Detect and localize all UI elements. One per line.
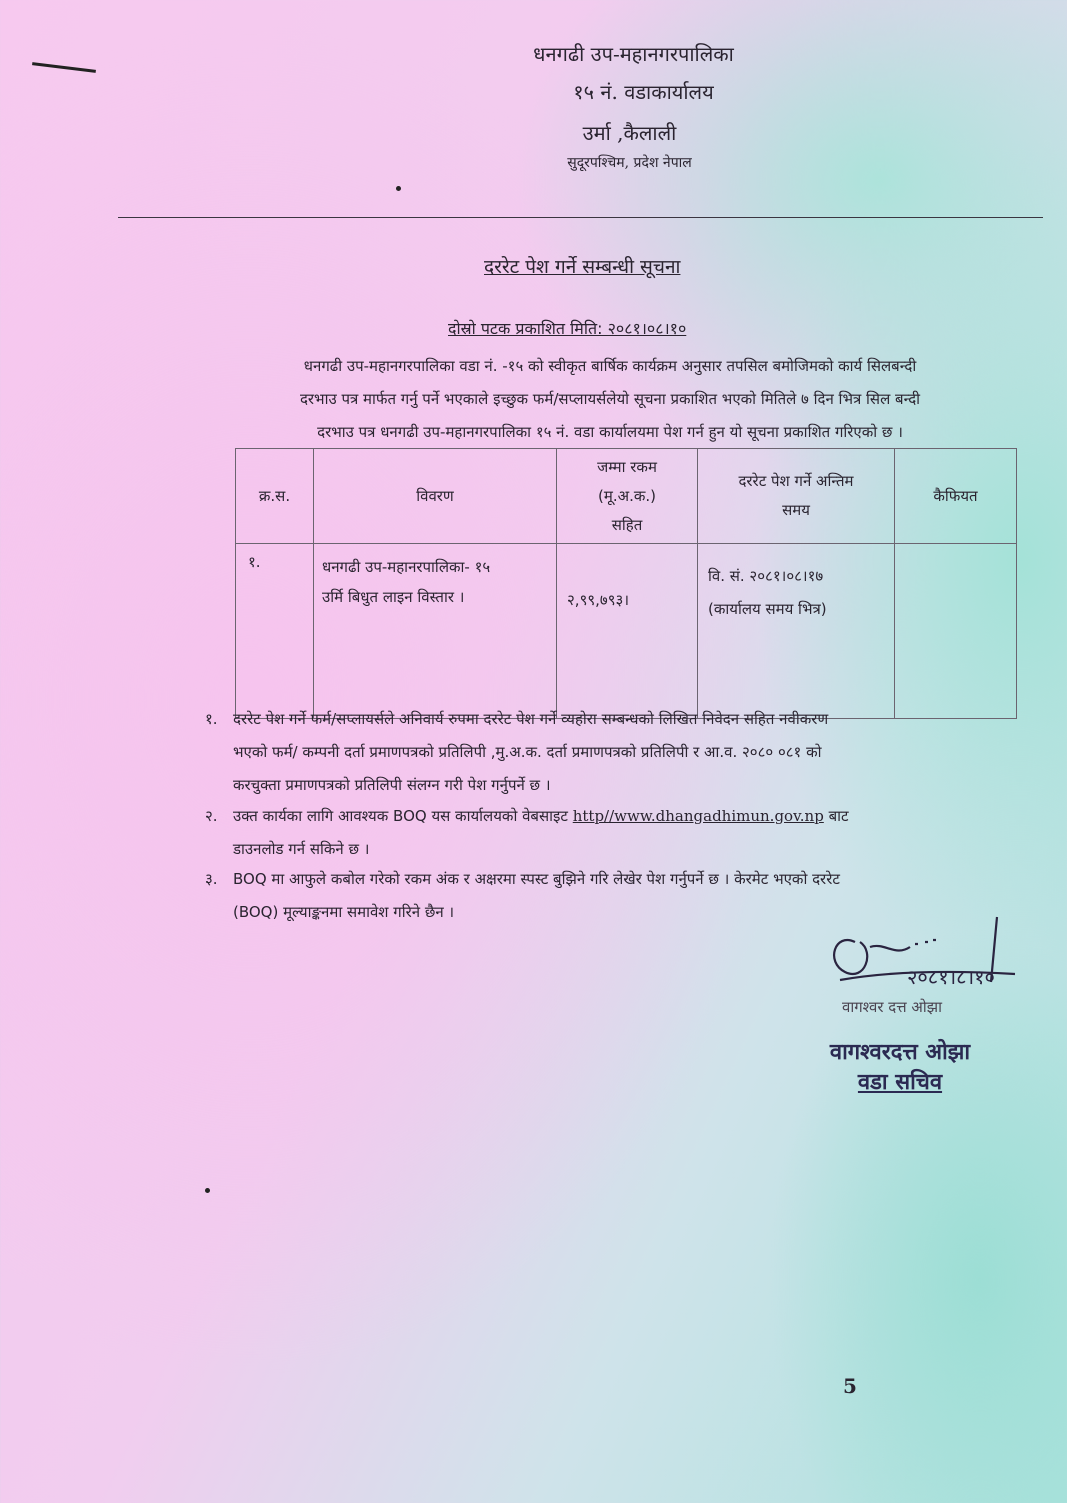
notice-body-line: धनगढी उप-महानगरपालिका वडा नं. -१५ को स्वीकृत बार्षिक कार्यक्रम अनुसार तपसिल बमोजिमको कार्य सिलबन्दी <box>303 357 917 375</box>
notice-body <box>205 350 1015 449</box>
cell-sn: १. <box>236 544 314 719</box>
condition-item <box>205 800 1035 866</box>
signatory-name: वागश्वर दत्त ओझा <box>842 998 942 1016</box>
address: उर्मा ,कैलाली <box>582 121 677 145</box>
cell-remarks <box>895 544 1017 719</box>
condition-text: BOQ मा आफुले कबोल गरेको रकम अंक र अक्षरमा स्पस्ट बुझिने गरि लेखेर पेश गर्नुपर्ने छ । केरमेट भएको दररेट <box>233 870 840 888</box>
condition-text: करचुक्ता प्रमाणपत्रको प्रतिलिपी संलग्न गरी पेश गर्नुपर्ने छ । <box>233 776 551 794</box>
table-row <box>236 544 1017 719</box>
notice-body-line: दरभाउ पत्र मार्फत गर्नु पर्ने भएकाले इच्छुक फर्म/सप्लायर्सलेयो सूचना प्रकाशित भएको मितिले ७ दिन भित्र सिल बन्दी <box>299 390 921 408</box>
ink-dot <box>205 1188 210 1193</box>
condition-number: २. <box>205 807 218 825</box>
condition-item <box>205 703 1035 802</box>
boq-website-link[interactable]: http//www.dhangadhimun.gov.np <box>572 807 824 825</box>
col-deadline-line: दररेट पेश गर्ने अन्तिम <box>738 472 854 490</box>
col-deadline-line: समय <box>782 501 810 519</box>
page-number: 5 <box>843 1374 857 1398</box>
stamp-name: वागश्वरदत्त ओझा <box>829 1039 971 1065</box>
table-header-row <box>236 449 1017 544</box>
ink-dot <box>396 186 401 191</box>
notice-title: दररेट पेश गर्ने सम्बन्धी सूचना <box>484 256 681 278</box>
col-deadline <box>698 449 895 544</box>
col-remarks: कैफियत <box>895 449 1017 544</box>
cell-deadline <box>698 544 895 719</box>
cell-deadline-line: (कार्यालय समय भित्र) <box>708 600 827 618</box>
col-amount-line: सहित <box>611 515 643 534</box>
ward-office: १५ नं. वडाकार्यालय <box>573 80 714 104</box>
publication-date: दोस्रो पटक प्रकाशित मिति: २०८१।०८।१० <box>448 319 687 338</box>
tender-table <box>235 448 1017 719</box>
condition-number: ३. <box>205 870 218 888</box>
notice-body-line: दरभाउ पत्र धनगढी उप-महानगरपालिका १५ नं. वडा कार्यालयमा पेश गर्न हुन यो सूचना प्रकाशित गरिएको छ । <box>317 423 903 441</box>
condition-text: भएको फर्म/ कम्पनी दर्ता प्रमाणपत्रको प्रतिलिपी ,मु.अ.क. दर्ता प्रमाणपत्रको प्रतिलिपी र आ.व. २०८० ०८१ को <box>233 743 822 761</box>
condition-number: १. <box>205 710 218 728</box>
col-sn: क्र.स. <box>236 449 314 544</box>
col-amount-line: जम्मा रकम <box>597 457 657 476</box>
condition-text: (BOQ) मूल्याङ्कनमा समावेश गरिने छैन । <box>233 903 455 921</box>
col-amount-line: (मू.अ.क.) <box>598 486 656 505</box>
handwritten-signature <box>815 912 1045 1002</box>
condition-text: दररेट पेश गर्ने फर्म/सप्लायर्सले अनिवार्य रुपमा दररेट पेश गर्ने व्यहोरा सम्बन्धको लिखित निवेदन सहित नवीकरण <box>233 710 829 728</box>
signature-date: २०८१।८।१० <box>907 965 995 989</box>
col-amount <box>557 449 698 544</box>
cell-amount: २,९९,७९३। <box>557 544 698 719</box>
condition-text: बाट <box>828 807 849 825</box>
org-name: धनगढी उप-महानगरपालिका <box>533 42 734 66</box>
stamp-title: वडा सचिव <box>857 1069 943 1095</box>
cell-description-line: उर्मि बिधुत लाइन विस्तार । <box>322 588 465 606</box>
pen-mark <box>32 62 96 73</box>
condition-text: डाउनलोड गर्न सकिने छ । <box>233 840 370 858</box>
header-divider <box>118 217 1043 218</box>
cell-description-line: धनगढी उप-महानरपालिका- १५ <box>322 558 491 576</box>
condition-text: उक्त कार्यका लागि आवश्यक BOQ यस कार्यालयको वेबसाइट <box>233 807 568 825</box>
cell-deadline-line: वि. सं. २०८१।०८।१७ <box>708 567 824 585</box>
cell-description <box>314 544 557 719</box>
province: सुदूरपश्चिम, प्रदेश नेपाल <box>567 155 692 171</box>
col-description: विवरण <box>314 449 557 544</box>
